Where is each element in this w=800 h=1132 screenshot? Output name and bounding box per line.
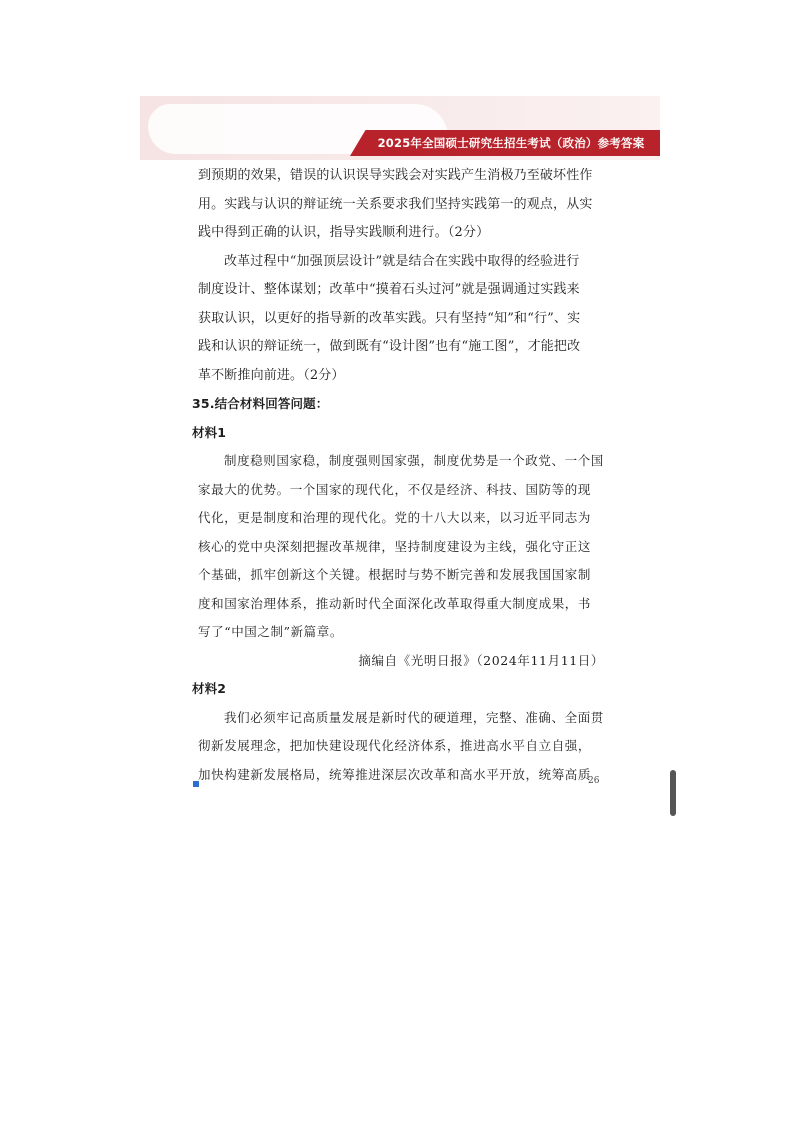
text-line: 写了“中国之制”新篇章。 [198, 624, 343, 639]
scrollbar[interactable] [670, 770, 676, 816]
text-line: 制度稳则国家稳，制度强则国家强，制度优势是一个政党、一个国 [224, 453, 604, 468]
text-line: 加快构建新发展格局，统筹推进深层次改革和高水平开放，统筹高质 [198, 766, 592, 782]
text-line: 制度设计、整体谋划；改革中“摸着石头过河”就是强调通过实践来 [198, 282, 580, 297]
text-line: 到预期的效果，错误的认识误导实践会对实践产生消极乃至破坏性作 [198, 168, 593, 183]
text-line: 获取认识，以更好的指导新的改革实践。只有坚持“知”和“行”、实 [198, 310, 581, 326]
text-line: 践和认识的辩证统一，做到既有“设计图”也有“施工图”，才能把改 [198, 339, 581, 354]
text-line: 我们必须牢记高质量发展是新时代的硬道理，完整、准确、全面贯 [224, 709, 604, 725]
document-body [192, 162, 608, 789]
document-page [140, 96, 660, 816]
text-line: 核心的党中央深刻把握改革规律，坚持制度建设为主线，强化守正这 [198, 538, 592, 554]
material-1-label: 材料1 [192, 424, 227, 440]
text-line: 度和国家治理体系，推动新时代全面深化改革取得重大制度成果，书 [198, 595, 592, 611]
text-line: 家最大的优势。一个国家的现代化，不仅是经济、科技、国防等的现 [198, 481, 592, 497]
material-1-text [198, 447, 608, 675]
text-line: 彻新发展理念，把加快建设现代化经济体系，推进高水平自立自强， [198, 738, 592, 753]
text-line: 革不断推向前进。（2分） [198, 367, 345, 383]
question-heading: 35.结合材料回答问题： [192, 396, 329, 411]
header-title: 2025年全国硕士研究生招生考试（政治）参考答案 [377, 136, 645, 150]
text-line: 个基础，抓牢创新这个关键。根据时与势不断完善和发展我国国家制 [198, 567, 592, 582]
material-1-source: 摘编自《光明日报》（2024年11月11日） [358, 652, 604, 668]
page-number: 26 [588, 776, 600, 786]
material-2-text [198, 704, 608, 790]
text-line: 用。实践与认识的辩证统一关系要求我们坚持实践第一的观点，从实 [198, 196, 593, 212]
text-line: 改革过程中“加强顶层设计”就是结合在实践中取得的经验进行 [224, 253, 580, 269]
footer-mark-icon [193, 781, 199, 787]
text-line: 践中得到正确的认识，指导实践顺利进行。（2分） [198, 225, 490, 240]
text-line: 代化，更是制度和治理的现代化。党的十八大以来，以习近平同志为 [198, 510, 592, 525]
material-2-label: 材料2 [192, 681, 227, 696]
